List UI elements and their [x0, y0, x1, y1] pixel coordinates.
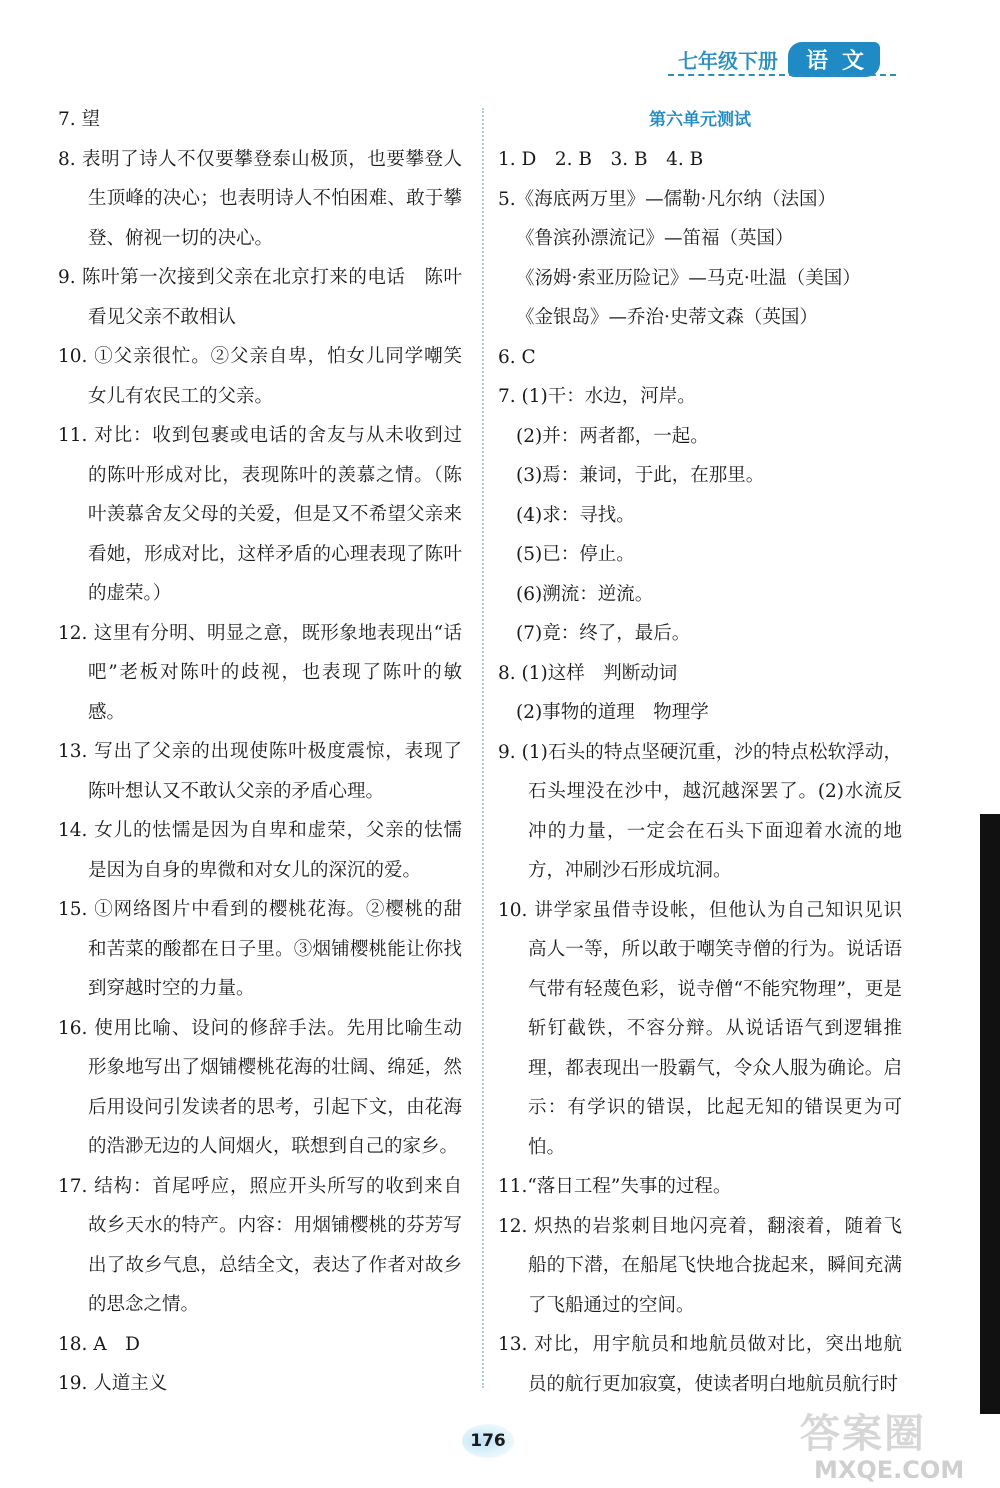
answer-item: 1. D 2. B 3. B 4. B [498, 149, 704, 170]
answer-item: 12. 这里有分明、明显之意，既形象地表现出“话吧”老板对陈叶的歧视，也表现了陈叶的敏感。 [58, 622, 462, 723]
answer-item: (2)并：两者都，一起。 [516, 425, 709, 447]
answer-item: 7. 望 [58, 109, 101, 130]
right-column [498, 100, 902, 1404]
answer-item: (5)已：停止。 [516, 544, 635, 565]
answer-item: 9. (1)石头的特点坚硬沉重，沙的特点松软浮动，石头埋没在沙中，越沉越深罢了。(2)水流反冲的力量，一定会在石头下面迎着水流的地方，冲刷沙石形成坑洞。 [498, 741, 902, 881]
answer-item: 19. 人道主义 [58, 1373, 168, 1394]
answer-item: 《金银岛》—乔治·史蒂文森（英国） [516, 307, 818, 328]
answer-item: 11.“落日工程”失事的过程。 [498, 1176, 732, 1197]
answer-item: 9. 陈叶第一次接到父亲在北京打来的电话 陈叶看见父亲不敢相认 [58, 267, 462, 328]
section-title: 第六单元测试 [649, 110, 751, 130]
answer-item: (3)焉：兼词，于此，在那里。 [516, 465, 765, 486]
left-column [58, 100, 462, 1404]
watermark-url: MXQE.COM [814, 1456, 965, 1484]
answer-item: 13. 对比，用宇航员和地航员做对比，突出地航员的航行更加寂寞，使读者明白地航员航行时 [498, 1334, 902, 1395]
answer-item: 8. 表明了诗人不仅要攀登泰山极顶，也要攀登人生顶峰的决心；也表明诗人不怕困难、敢于攀登、俯视一切的决心。 [58, 148, 462, 249]
answer-item: 17. 结构：首尾呼应，照应开头所写的收到来自故乡天水的特产。内容：用烟铺樱桃的芬芳写出了故乡气息，总结全文，表达了作者对故乡的思念之情。 [58, 1175, 462, 1315]
answer-item: 12. 炽热的岩浆刺目地闪亮着，翻滚着，随着飞船的下潜，在船尾飞快地合拢起来，瞬间充满了飞船通过的空间。 [498, 1215, 902, 1316]
answer-item: 13. 写出了父亲的出现使陈叶极度震惊，表现了陈叶想认又不敢认父亲的矛盾心理。 [58, 741, 462, 802]
answer-item: (7)竟：终了，最后。 [516, 623, 691, 644]
answer-item: (2)事物的道理 物理学 [516, 702, 709, 723]
edge-tab [980, 814, 1000, 1414]
grade-label: 七年级下册 [678, 48, 778, 73]
column-divider [482, 108, 484, 1388]
page-header [678, 42, 880, 76]
answer-item: 14. 女儿的怯懦是因为自卑和虚荣，父亲的怯懦是因为自身的卑微和对女儿的深沉的爱。 [58, 820, 462, 881]
answer-item: 15. ①网络图片中看到的樱桃花海。②樱桃的甜和苦菜的酸都在日子里。③烟铺樱桃能让你找到穿越时空的力量。 [58, 899, 462, 999]
answer-item: (4)求：寻找。 [516, 504, 635, 526]
answer-item: 18. A D [58, 1333, 140, 1355]
answer-item: 10. ①父亲很忙。②父亲自卑，怕女儿同学嘲笑女儿有农民工的父亲。 [58, 346, 462, 407]
answer-item: 《汤姆·索亚历险记》—马克·吐温（美国） [516, 267, 861, 289]
answer-item: (6)溯流：逆流。 [516, 583, 654, 605]
answer-item: 6. C [498, 346, 536, 368]
subject-badge: 语文 [788, 42, 880, 77]
header-rule [668, 74, 896, 76]
answer-item: 《鲁滨孙漂流记》—笛福（英国） [516, 228, 794, 249]
answer-item: 16. 使用比喻、设问的修辞手法。先用比喻生动形象地写出了烟铺樱桃花海的壮阔、绵延，然后用设问引发读者的思考，引起下文，由花海的浩渺无边的人间烟火，联想到自己的家乡。 [58, 1017, 462, 1157]
answer-item: 8. (1)这样 判断动词 [498, 662, 678, 684]
watermark-logo: 答案圈 [800, 1411, 926, 1457]
page-number: 176 [462, 1424, 514, 1458]
answer-item: 5.《海底两万里》—儒勒·凡尔纳（法国） [498, 188, 837, 210]
answer-item: 10. 讲学家虽借寺设帐，但他认为自己知识见识高人一等，所以敢于嘲笑寺僧的行为。说话语气带有轻蔑色彩，说寺僧“不能究物理”，更是斩钉截铁，不容分辩。从说话语气到逻辑推理，都表现出一股霸气，令众人服为确论。启示：有学识的错误，比起无知的错误更为可怕。 [498, 899, 902, 1158]
answer-item: 11. 对比：收到包裹或电话的舍友与从未收到过的陈叶形成对比，表现陈叶的羡慕之情。（陈叶羡慕舍友父母的关爱，但是又不希望父亲来看她，形成对比，这样矛盾的心理表现了陈叶的虚荣。） [58, 425, 462, 604]
answer-item: 7. (1)干：水边，河岸。 [498, 386, 696, 407]
